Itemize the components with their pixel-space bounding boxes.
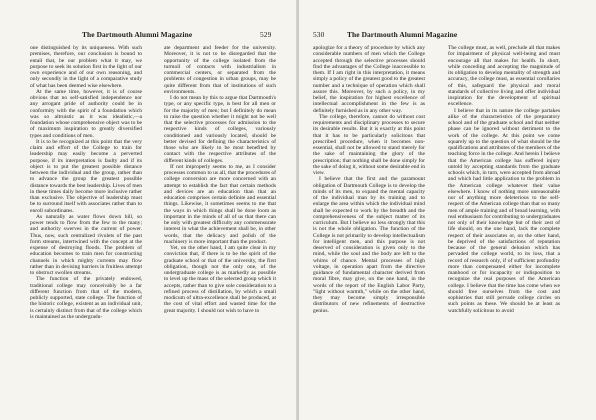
left-page-column-2	[164, 45, 276, 314]
page-number: 530	[313, 30, 325, 39]
paragraph: I believe that in its nature the college partakes alike of the characteristics of the preparatory school and of the graduate school and that neither phase can be ignored without detriment to the work of the college. At this point we come squarely up to the question of what should be the qualifications and attributes of the members of the teaching force in the college. And herein I believe that the American college has suffered injury untold by accepting standards from the graduate schools which, in turn, were accepted from abroad and which had little application to the problem in the American college whatever their value elsewhere. I know of nothing more unreasonable nor of anything more deleterious to the self-respect of the American college than that so many men of ample training and of broad learning, with real enthusiasm for contributing to undergraduates not only of their knowledge but of their zest of life should, on the one hand, lack the complete respect of their associates or, on the other hand, be deprived of the satisfactions of reputation because of the general delusion which has pervaded the college world, to its loss, that a record of research only, if of sufficient profundity more than compensated either for incomplete manhood or for incapacity or indisposition to recognize the real purposes of the American college. I believe that the time has come when we should free ourselves from the cost and sophistries that still pervade college circles on such points as these. We should be at least as watchfully solicitous to avoid	[448, 107, 560, 314]
right-page-column-1	[313, 45, 425, 314]
left-page-header	[82, 30, 282, 42]
page-number: 529	[260, 30, 272, 39]
paragraph: As naturally as water flows down hill, so power tends to flow from the few to the many; and authority swerves in the current of power. Thus, now, such centralized rivulets of the past form streams, intertwined with the concept at the expense of destroying floods. The problem of education becomes to train men for constructing channels in which mighty currents may flow rather than in devising barriers in fruitless attempt to obstruct swollen streams.	[30, 213, 142, 276]
right-page	[299, 0, 596, 420]
paragraph: It is to be recognized at this point that the very claim and effort of the College to train for leadership may easily become a perverted purpose, if its interpretation is faulty and if its object is to put the greatest possible distance between the individual and the group, rather than to advance the group the greatest possible distance towards the best leadership. Lives of men in these times daily become more inclusive rather than exclusive. The objective of leadership must be to surround itself with associates rather than to enroll subordinates.	[30, 138, 142, 214]
paragraph: The function of the privately endowed, traditional college may conceivably be a far different function from that of the modern, publicly supported, state college. The function of the historic college, existent as an individual unit, is certainly distinct from that of the college which is maintained as the undergradu-	[30, 276, 142, 320]
left-page	[0, 0, 297, 420]
paragraph: At the same time, however, it is of course obvious that no self-satisfied independence nor any arrogant pride of authority could be in conformity with the spirit of a foundation which was so altruistic as it was idealistic,—a foundation whose comprehensive object was to be of maximum inspiration to greatly diversified types and conditions of men.	[30, 88, 142, 139]
paragraph: apologize for a theory of procedure by which any considerable numbers of men which the College accepted through the selective processes should find the advantages of the College inaccessible to them. If I am right in this interpretation, it means simply a policy of the greatest good to the greatest number and a technique of operation which shall assure this. Moreover, by such a policy, in my belief, the inspiration for highest excellence of intellectual accomplishment in the few is as definitely furnished as in any other way.	[313, 45, 425, 114]
paragraph: The college must, as well, preclude all that makes for impairment of physical well-being and must encourage all that makes for health. In short, while conceding and accepting the magnitude of its obligation to develop mentality of strength and accuracy, the college must, as essential corollaries of this, safeguard the physical and moral standards of collective living and offer individual inspiration for the development of spiritual excellence.	[448, 45, 560, 108]
paragraph: Yet, on the other hand, I am quite clear in my conviction that, if there is to be the spirit of the graduate school or that of the university, the first obligation, though not the only one, of the undergraduate college is as markedly as possible to level up the mass of the selected group which it accepts, rather than to give sole consideration to a refined process of distillation, by which a small modicum of ultra-excellence shall be produced, at the cost of vital effort and wasted time for the great majority. I should not wish to have to	[164, 245, 276, 314]
running-title: The Dartmouth Alumni Magazine	[347, 30, 458, 39]
running-title: The Dartmouth Alumni Magazine	[82, 30, 193, 39]
paragraph: I do not mean by this to argue that Dartmouth's type, or any specific type, is best for all men or for the majority of men; but I definitely do mean to raise the question whether it might not be well that the selective processes for admission to the respective kinds of colleges, variously conditioned and variously located, should be better devised for defining the characteristics of those who are likely to be most benefited by contact with the respective attributes of the different kinds of colleges.	[164, 95, 276, 164]
right-page-column-2	[448, 45, 560, 314]
paragraph: ate department and feeder for the university. Moreover, it is not to be disregarded that the opportunity of the college isolated from the turmoil of contacts with industrialism in commercial centers, or separated from the problems of congestion in urban groups, may be quite different from that of institutions of such environments.	[164, 45, 276, 95]
paragraph: one distinguished by its uniqueness. With such premises, therefore, our conclusion is bound to entail that, be our problem what it may, we purpose to seek its solution first in the light of our own experience and of our own reasoning, and only secondly in the light of a comparative study of what has been deemed wise elsewhere.	[30, 45, 142, 89]
paragraph: I believe that the first and the paramount obligation of Dartmouth College is to develop the minds of its men, to expand the mental capacity of the individual man by its training and to enlarge the area within which the individual mind shall be expected to work by the breadth and the comprehensiveness of the subject matter of its curriculum. But I believe no less strongly that this is not the whole obligation. The function of the College is not primarily to develop intellectualism for intelligent men, and this purpose is not deserved of consideration is given only to the mind, while the soul and the body are left to the whims of chance. Mental processes of high voltage, in operation apart from the directive guidance of fundamental character derived from moral fibre, may give, on the one hand, in the words of the report of the English Labor Party, "light without warmth," while on the other hand, they may become simply irresponsible distributors of new refinements of destructive genius.	[313, 176, 425, 314]
paragraph: If not improperly seems to me, as I consider processes common to us all, that the procedures of college conversion are more concerned with an attempt to establish the fact that certain methods and devices are an education than that an education comprises certain definite and essential things. Likewise, it sometimes seems to me that the ways in which things shall be done loom as important in the minds of all of us that there can be only with greatest difficulty any commensurate interest in what the achievement shall be, in other words, that the delicacy and polish of the machinery is more important than the product.	[164, 163, 276, 245]
paragraph: The college, therefore, cannot do without cost requirements and disciplinary processes to secure its desirable results. But it is exactly at this point that it has to be particularly solicitous that prescribed procedure, when it becomes non-essential, shall not be allowed to stand merely for the sake of maintaining the glory of the prescription; that nothing shall be done simply for the sake of doing it, without some desirable end in view.	[313, 113, 425, 176]
left-page-column-1	[30, 45, 142, 320]
right-page-header	[313, 30, 513, 42]
